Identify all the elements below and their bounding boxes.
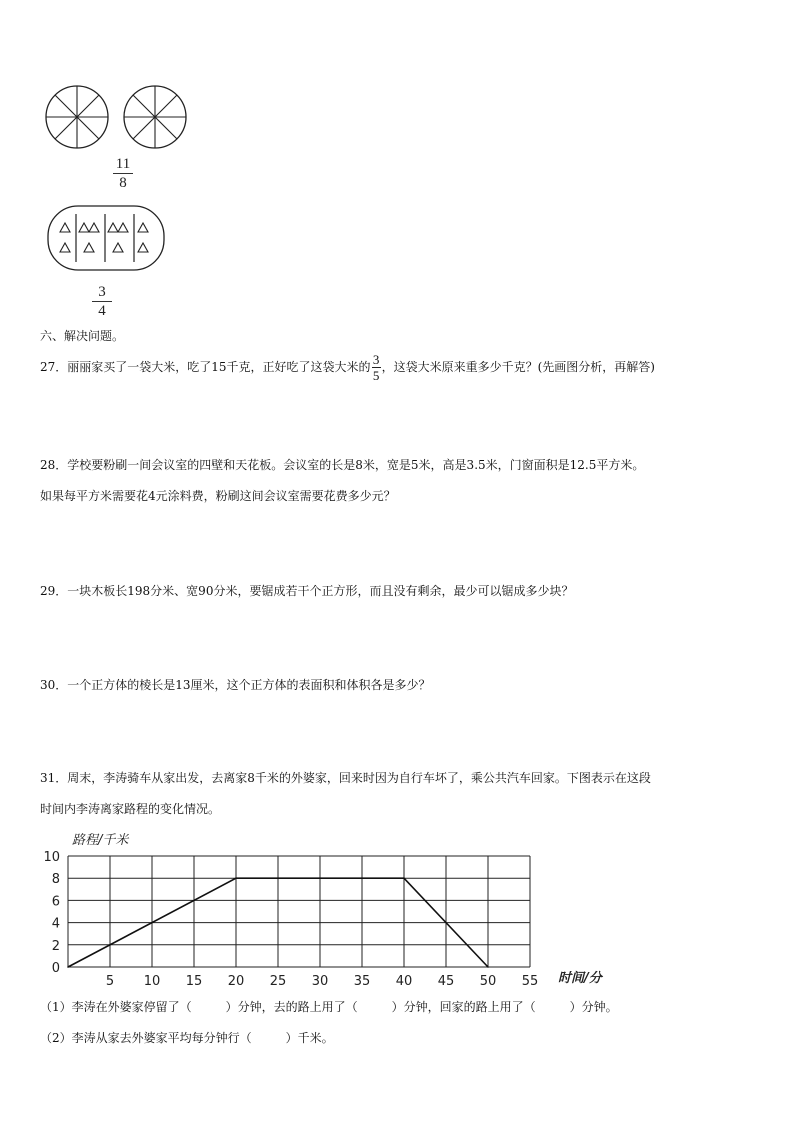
chart-y-tick-4: 4 <box>51 916 60 932</box>
problem-27-text-before: 丽丽家买了一袋大米，吃了15千克，正好吃了这袋大米的 <box>67 360 371 374</box>
problem-27 <box>40 352 655 382</box>
chart-y-tick-8: 8 <box>51 872 60 888</box>
fraction-1-bar <box>113 173 133 174</box>
chart-y-tick-10: 10 <box>43 850 60 865</box>
chart-y-tick-2: 2 <box>51 938 60 954</box>
chart-x-tick-5: 5 <box>105 974 115 989</box>
chart-x-tick-45: 45 <box>437 974 455 989</box>
question-2 <box>40 1029 334 1047</box>
question-1-suffix: ）分钟。 <box>569 1000 618 1014</box>
chart-point-0-1 <box>235 877 237 879</box>
chart-y-axis-label: 路程/千米 <box>72 833 129 848</box>
chart-point-0-0 <box>67 966 69 968</box>
chart-point-0-3 <box>487 966 489 968</box>
chart-grid <box>68 856 530 967</box>
chart-x-axis-label: 时间/分 <box>558 971 602 986</box>
chart-x-tick-50: 50 <box>479 974 497 989</box>
chart-x-tick-35: 35 <box>353 974 371 989</box>
question-1-mid-1: ）分钟，去的路上用了（ <box>225 1000 358 1014</box>
fraction-circle-2 <box>124 86 186 148</box>
chart-x-tick-10: 10 <box>143 974 161 989</box>
chart-x-tick-15: 15 <box>185 974 203 989</box>
question-1-prefix: （1）李涛在外婆家停留了（ <box>40 1000 192 1014</box>
chart-x-tick-30: 30 <box>311 974 329 989</box>
problem-29-number: 29． <box>40 584 68 598</box>
fraction-circle-1 <box>46 86 108 148</box>
problem-30 <box>40 676 431 694</box>
problem-28-number: 28． <box>40 458 68 472</box>
fraction-label-1 <box>113 156 133 191</box>
distance-time-chart <box>30 826 650 994</box>
problem-30-number: 30． <box>40 678 68 692</box>
fraction-2-bar <box>92 301 112 302</box>
problem-27-number: 27． <box>40 360 68 374</box>
chart-point-0-2 <box>403 877 405 879</box>
problem-28-text-1: 学校要粉刷一间会议室的四壁和天花板。会议室的长是8米，宽是5米，高是3.5米，门窗面积是12.5平方米。 <box>67 458 645 472</box>
problem-28-line-2: 如果每平方米需要花4元涂料费，粉刷这间会议室需要花费多少元？ <box>40 489 396 503</box>
question-1-mid-2: ）分钟，回家的路上用了（ <box>391 1000 536 1014</box>
chart-x-tick-25: 25 <box>269 974 287 989</box>
problem-31-line-2: 时间内李涛离家路程的变化情况。 <box>40 802 221 816</box>
problem-31-text-1: 周末，李涛骑车从家出发，去离家8千米的外婆家，回来时因为自行车坏了，乘公共汽车回家。下图表示在这段 <box>67 771 651 785</box>
problem-27-fraction <box>372 353 381 382</box>
triangle-groups-figure <box>46 204 168 274</box>
chart-y-tick-0: 0 <box>51 961 60 976</box>
section-heading: 六、解决问题。 <box>40 329 125 343</box>
fraction-1-denominator: 8 <box>119 175 127 191</box>
problem-30-text: 一个正方体的棱长是13厘米，这个正方体的表面积和体积各是多少？ <box>67 678 431 692</box>
problem-27-fraction-numerator: 3 <box>372 352 380 367</box>
fraction-label-2 <box>92 284 112 319</box>
fraction-2-denominator: 4 <box>98 303 106 319</box>
chart-tick-labels <box>43 850 538 989</box>
fraction-1-numerator: 11 <box>115 156 131 172</box>
problem-27-fraction-denominator: 5 <box>372 368 380 383</box>
problem-28-line-1 <box>40 456 644 474</box>
chart-y-tick-6: 6 <box>51 894 60 910</box>
question-2-prefix: （2）李涛从家去外婆家平均每分钟行（ <box>40 1031 252 1045</box>
chart-x-tick-55: 55 <box>521 974 539 989</box>
problem-29 <box>40 582 573 600</box>
question-2-suffix: ）千米。 <box>285 1031 334 1045</box>
problem-29-text: 一块木板长198分米、宽90分米，要锯成若干个正方形，而且没有剩余，最少可以锯成多少块？ <box>67 584 574 598</box>
fraction-circles-figure <box>40 82 200 154</box>
chart-x-tick-40: 40 <box>395 974 413 989</box>
chart-x-tick-20: 20 <box>227 974 245 989</box>
problem-31-line-1 <box>40 769 651 787</box>
problem-31-number: 31． <box>40 771 68 785</box>
question-1 <box>40 998 618 1016</box>
fraction-2-numerator: 3 <box>98 284 106 300</box>
problem-27-text-after: ，这袋大米原来重多少千克？(先画图分析，再解答) <box>381 360 655 374</box>
